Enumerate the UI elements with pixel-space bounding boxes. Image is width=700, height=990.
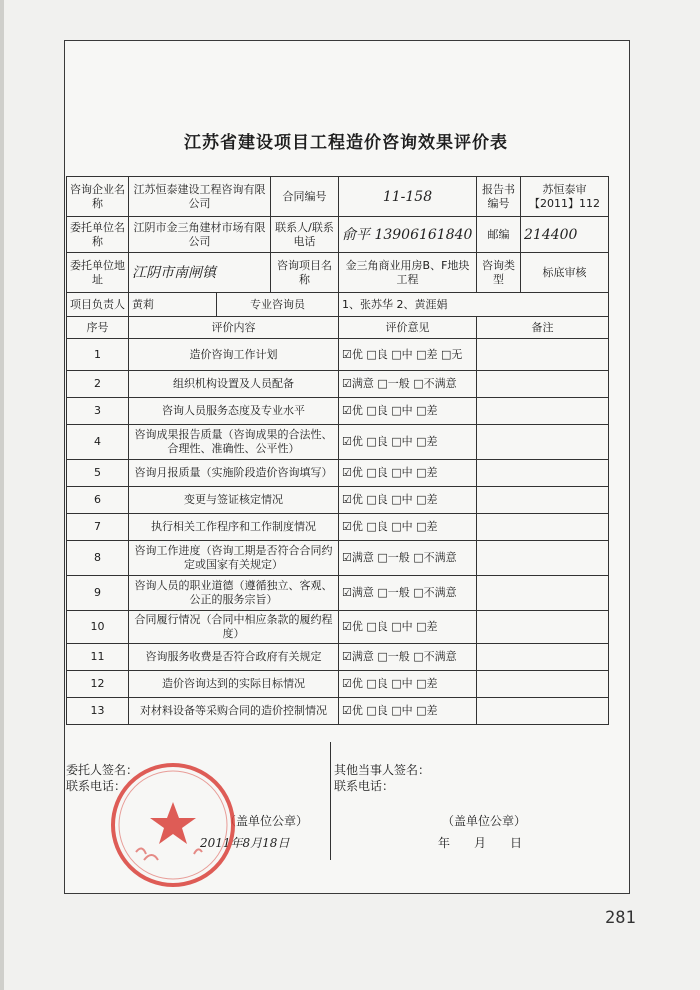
row-no: 10 [67, 611, 129, 644]
project-label: 咨询项目名称 [271, 253, 339, 293]
row-no: 12 [67, 671, 129, 698]
other-seal-note: （盖单位公章） [442, 814, 527, 828]
signature-divider [330, 742, 331, 860]
seal-star-icon [150, 802, 196, 844]
columns-row [67, 317, 609, 339]
row-remark [477, 644, 609, 671]
row-opinion[interactable]: ☑满意 □一般 □不满意 [339, 644, 477, 671]
row-no: 6 [67, 487, 129, 514]
page-number: 281 [605, 908, 636, 928]
row-no: 9 [67, 576, 129, 611]
row-no: 1 [67, 339, 129, 371]
contract-no-label: 合同编号 [271, 177, 339, 217]
table-row [67, 644, 609, 671]
row-remark [477, 398, 609, 425]
other-sign-label: 其他当事人签名： [334, 763, 431, 777]
row-remark [477, 339, 609, 371]
col-remark: 备注 [477, 317, 609, 339]
row-content: 造价咨询工作计划 [129, 339, 339, 371]
row-opinion[interactable]: ☑优 □良 □中 □差 [339, 698, 477, 725]
col-content: 评价内容 [129, 317, 339, 339]
row-remark [477, 425, 609, 460]
row-content: 咨询人员的职业道德（遵循独立、客观、公正的服务宗旨） [129, 576, 339, 611]
row-no: 2 [67, 371, 129, 398]
row-content: 合同履行情况（合同中相应条款的履约程度） [129, 611, 339, 644]
postcode-label: 邮编 [477, 217, 521, 253]
consult-company-value: 江苏恒泰建设工程咨询有限公司 [129, 177, 271, 217]
header-row-client [67, 217, 609, 253]
staff-label: 专业咨询员 [217, 293, 339, 317]
scan-edge [0, 0, 4, 990]
header-row-address [67, 253, 609, 293]
row-opinion[interactable]: ☑优 □良 □中 □差 [339, 611, 477, 644]
row-opinion[interactable]: ☑优 □良 □中 □差 [339, 425, 477, 460]
row-opinion[interactable]: ☑优 □良 □中 □差 [339, 398, 477, 425]
row-content: 变更与签证核定情况 [129, 487, 339, 514]
row-no: 13 [67, 698, 129, 725]
contact-value: 俞平 13906161840 [339, 217, 477, 253]
other-date: 年 月 日 [438, 836, 523, 850]
row-remark [477, 541, 609, 576]
table-row [67, 371, 609, 398]
row-content: 咨询工作进度（咨询工期是否符合合同约定或国家有关规定） [129, 541, 339, 576]
row-opinion[interactable]: ☑优 □良 □中 □差 □无 [339, 339, 477, 371]
client-date: 2011年8月18日 [200, 836, 290, 850]
table-row [67, 576, 609, 611]
col-opinion: 评价意见 [339, 317, 477, 339]
row-remark [477, 698, 609, 725]
other-signature-block [334, 762, 430, 794]
row-remark [477, 371, 609, 398]
company-seal-stamp [108, 760, 238, 890]
evaluation-table [66, 176, 609, 725]
report-no-value: 苏恒泰审【2011】112 [521, 177, 609, 217]
other-phone-label: 联系电话： [334, 779, 395, 793]
table-row [67, 541, 609, 576]
client-label: 委托单位名称 [67, 217, 129, 253]
row-no: 3 [67, 398, 129, 425]
type-value: 标底审核 [521, 253, 609, 293]
table-row [67, 611, 609, 644]
page-title: 江苏省建设项目工程造价咨询效果评价表 [184, 133, 508, 153]
row-content: 造价咨询达到的实际目标情况 [129, 671, 339, 698]
client-addr-label: 委托单位地址 [67, 253, 129, 293]
postcode-value: 214400 [521, 217, 609, 253]
header-row-staff [67, 293, 609, 317]
type-label: 咨询类型 [477, 253, 521, 293]
client-seal-note: （盖单位公章） [224, 814, 309, 828]
row-content: 咨询成果报告质量（咨询成果的合法性、合理性、准确性、公平性） [129, 425, 339, 460]
table-row [67, 671, 609, 698]
row-no: 8 [67, 541, 129, 576]
lead-value: 黄莉 [129, 293, 217, 317]
row-opinion[interactable]: ☑优 □良 □中 □差 [339, 487, 477, 514]
col-no: 序号 [67, 317, 129, 339]
row-no: 5 [67, 460, 129, 487]
report-no-label: 报告书编号 [477, 177, 521, 217]
table-row [67, 339, 609, 371]
client-value: 江阴市金三角建材市场有限公司 [129, 217, 271, 253]
table-row [67, 398, 609, 425]
row-no: 7 [67, 514, 129, 541]
table-row [67, 698, 609, 725]
table-row [67, 425, 609, 460]
row-content: 咨询月报质量（实施阶段造价咨询填写） [129, 460, 339, 487]
row-remark [477, 514, 609, 541]
table-row [67, 487, 609, 514]
row-opinion[interactable]: ☑满意 □一般 □不满意 [339, 371, 477, 398]
client-sign-label: 委托人签名： [66, 763, 139, 777]
row-remark [477, 460, 609, 487]
row-content: 对材料设备等采购合同的造价控制情况 [129, 698, 339, 725]
project-value: 金三角商业用房B、F地块工程 [339, 253, 477, 293]
client-phone-label: 联系电话： [66, 779, 127, 793]
row-remark [477, 671, 609, 698]
row-content: 执行相关工作程序和工作制度情况 [129, 514, 339, 541]
staff-value: 1、张苏华 2、黄涯娟 [339, 293, 609, 317]
header-row-company [67, 177, 609, 217]
row-opinion[interactable]: ☑满意 □一般 □不满意 [339, 576, 477, 611]
client-addr-value: 江阴市南闸镇 [129, 253, 271, 293]
table-row [67, 514, 609, 541]
row-remark [477, 487, 609, 514]
row-remark [477, 611, 609, 644]
row-opinion[interactable]: ☑优 □良 □中 □差 [339, 671, 477, 698]
row-content: 咨询人员服务态度及专业水平 [129, 398, 339, 425]
consult-company-label: 咨询企业名称 [67, 177, 129, 217]
table-row [67, 460, 609, 487]
row-no: 11 [67, 644, 129, 671]
row-opinion[interactable]: ☑满意 □一般 □不满意 [339, 541, 477, 576]
row-no: 4 [67, 425, 129, 460]
row-opinion[interactable]: ☑优 □良 □中 □差 [339, 460, 477, 487]
contract-no-value: 11-158 [339, 177, 477, 217]
row-remark [477, 576, 609, 611]
row-content: 咨询服务收费是否符合政府有关规定 [129, 644, 339, 671]
row-content: 组织机构设置及人员配备 [129, 371, 339, 398]
contact-label: 联系人/联系电话 [271, 217, 339, 253]
row-opinion[interactable]: ☑优 □良 □中 □差 [339, 514, 477, 541]
lead-label: 项目负责人 [67, 293, 129, 317]
